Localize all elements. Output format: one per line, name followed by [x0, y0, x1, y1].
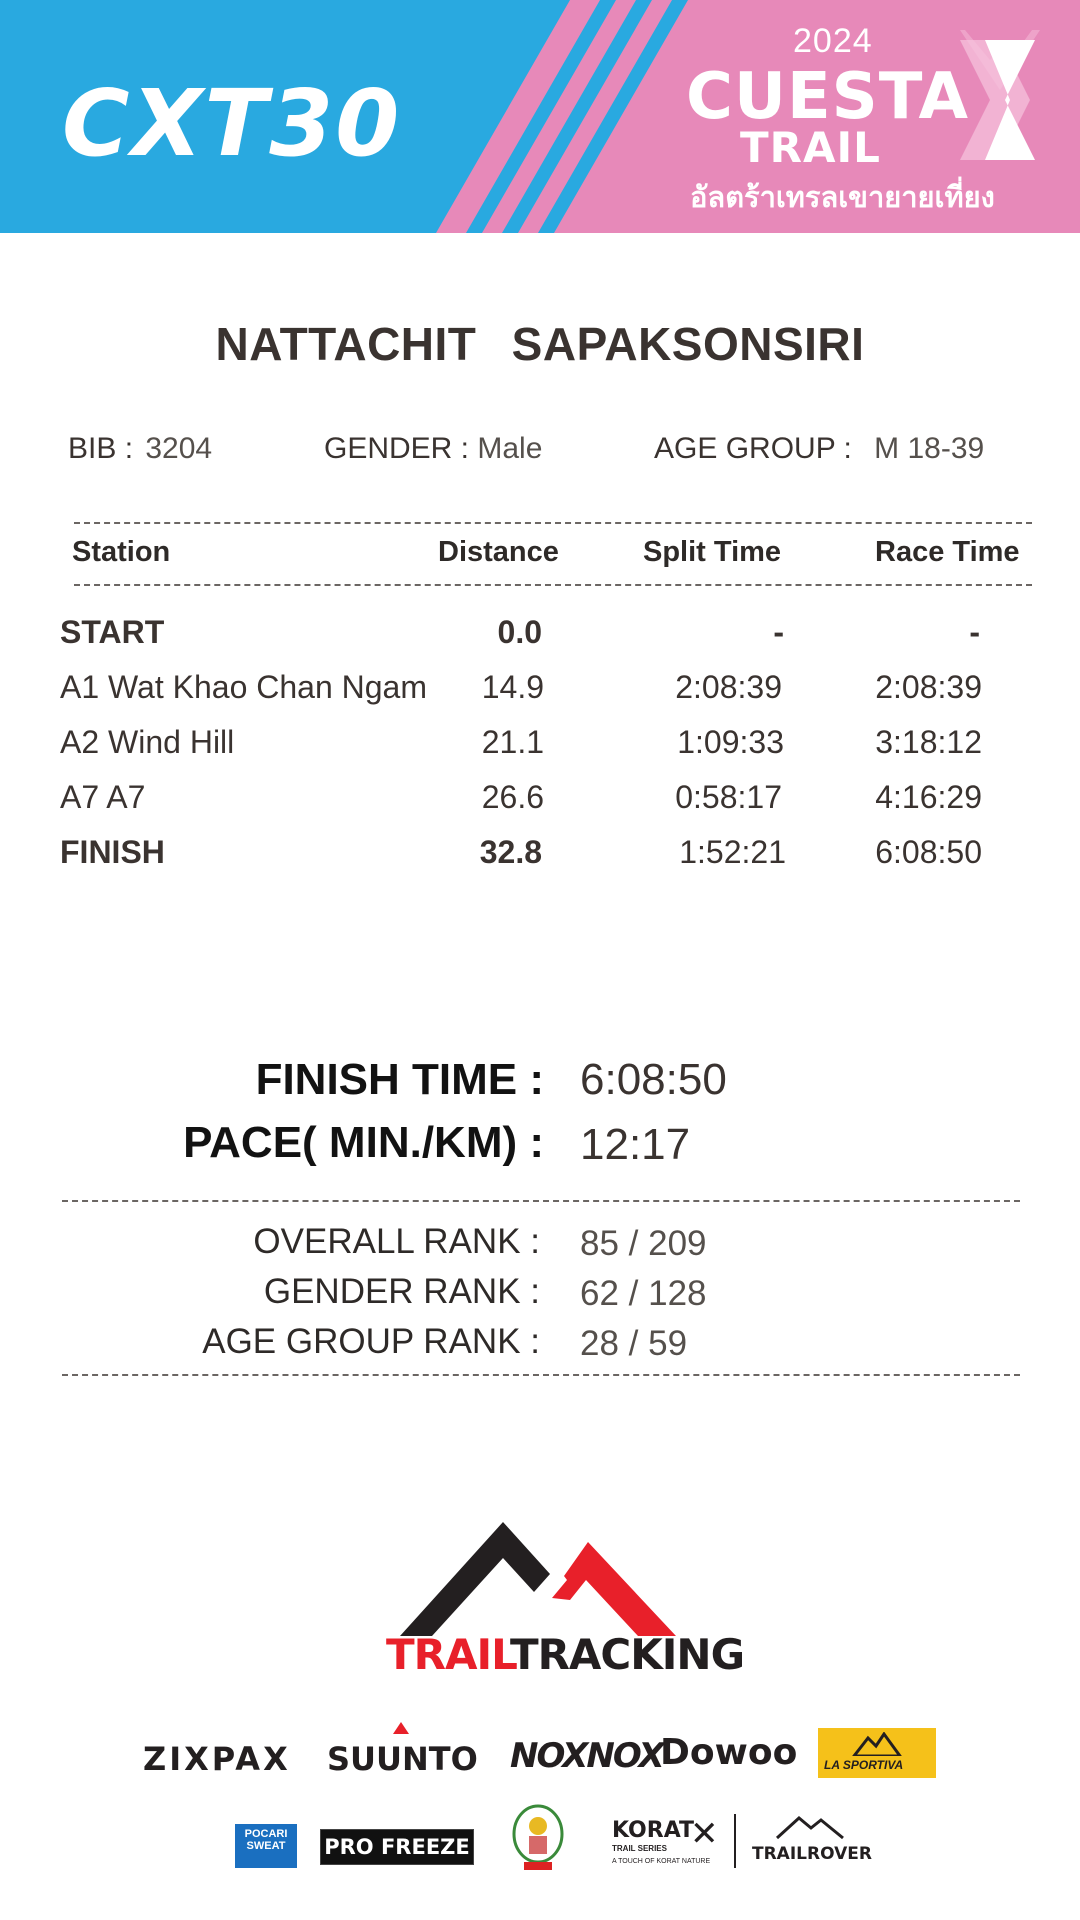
age-group-rank-label: AGE GROUP RANK :	[202, 1322, 540, 1361]
station-distance: 21.1	[481, 724, 544, 760]
trailrover-mountain-icon	[775, 1814, 845, 1840]
age-group-rank-value: 28 / 59	[580, 1324, 688, 1363]
trailtracking-logo-trail: TRAIL	[386, 1630, 510, 1679]
sponsor-zixpax-logo: ZIXPAX	[143, 1740, 291, 1778]
station-race-time: 6:08:50	[875, 834, 982, 870]
trailtracking-logo	[386, 1630, 744, 1679]
col-header-station: Station	[72, 536, 171, 568]
col-header-distance: Distance	[438, 536, 559, 568]
sponsor-dowoo-logo: Dowoo	[660, 1732, 798, 1773]
gender-rank-value: 62 / 128	[580, 1274, 707, 1313]
station-name: A1 Wat Khao Chan Ngam	[60, 669, 427, 705]
runner-name: NATTACHIT SAPAKSONSIRI	[215, 318, 865, 370]
station-distance: 26.6	[481, 779, 544, 815]
station-split-time: 2:08:39	[675, 669, 782, 705]
station-name: START	[60, 614, 165, 650]
station-distance: 32.8	[479, 834, 542, 870]
sponsor-trailrover-logo: TRAILROVER	[752, 1844, 872, 1864]
korat-x-icon: ✕	[690, 1814, 719, 1854]
divider	[74, 584, 1032, 586]
sponsor-pocari-logo: POCARI SWEAT	[235, 1824, 297, 1868]
provincial-seal-icon	[510, 1802, 566, 1872]
station-distance: 14.9	[481, 669, 544, 705]
sponsor-lasportiva-logo: LA SPORTIVA	[818, 1728, 936, 1778]
sponsor-profreeze-logo: PRO FREEZE	[320, 1829, 474, 1865]
mountain-logo-icon	[400, 1518, 690, 1636]
station-race-time: 3:18:12	[875, 724, 982, 760]
station-split-time: -	[773, 614, 784, 650]
station-name: A7 A7	[60, 779, 146, 815]
pace-label: PACE( MIN./KM) :	[183, 1118, 544, 1167]
event-name-trail: TRAIL	[740, 123, 881, 172]
station-split-time: 1:09:33	[677, 724, 784, 760]
gender-rank-label: GENDER RANK :	[263, 1272, 540, 1311]
sponsor-suunto-logo: SUUNTO	[327, 1740, 478, 1778]
bib-value: 3204	[145, 432, 213, 465]
station-name: A2 Wind Hill	[60, 724, 235, 760]
suunto-triangle-icon	[393, 1722, 409, 1734]
age-group-info	[654, 432, 984, 466]
station-distance: 0.0	[497, 614, 542, 650]
event-year: 2024	[793, 22, 873, 60]
age-group-label: AGE GROUP :	[654, 432, 852, 465]
divider	[74, 522, 1032, 524]
station-race-time: -	[969, 614, 980, 650]
trailtracking-logo-tracking: TRACKING	[509, 1630, 745, 1679]
sponsor-noxnox-logo: NOXNOX	[510, 1736, 663, 1776]
gender-label: GENDER :	[324, 432, 470, 465]
bib-label: BIB :	[68, 432, 134, 465]
korat-tagline-text: A TOUCH OF KORAT NATURE	[612, 1858, 711, 1865]
col-header-split-time: Split Time	[643, 536, 782, 568]
cxt30-logo: CXT30	[62, 70, 402, 177]
overall-rank-value: 85 / 209	[580, 1224, 707, 1263]
finish-time-label: FINISH TIME :	[255, 1055, 544, 1104]
finish-time-value: 6:08:50	[580, 1055, 727, 1104]
event-name-cuesta: CUESTA	[686, 60, 969, 134]
divider	[62, 1200, 1020, 1202]
station-split-time: 1:52:21	[679, 834, 786, 870]
korat-trail-series-text: TRAIL SERIES	[612, 1844, 667, 1853]
divider	[62, 1374, 1020, 1376]
sponsor-korat-logo: KORAT	[612, 1818, 695, 1843]
station-race-time: 2:08:39	[875, 669, 982, 705]
overall-rank-label: OVERALL RANK :	[253, 1222, 540, 1261]
bib-info	[68, 432, 212, 466]
station-name: FINISH	[60, 834, 165, 870]
station-race-time: 4:16:29	[875, 779, 982, 815]
col-header-race-time: Race Time	[875, 536, 1020, 568]
lasportiva-mountain-icon	[852, 1732, 902, 1756]
sponsor-divider	[734, 1814, 736, 1868]
gender-info	[324, 432, 542, 466]
gender-value: Male	[477, 432, 543, 465]
age-group-value: M 18-39	[874, 432, 985, 465]
event-name-thai: อัลตร้าเทรลเขายายเที่ยง	[690, 180, 995, 214]
pace-value: 12:17	[580, 1120, 691, 1169]
station-split-time: 0:58:17	[675, 779, 782, 815]
